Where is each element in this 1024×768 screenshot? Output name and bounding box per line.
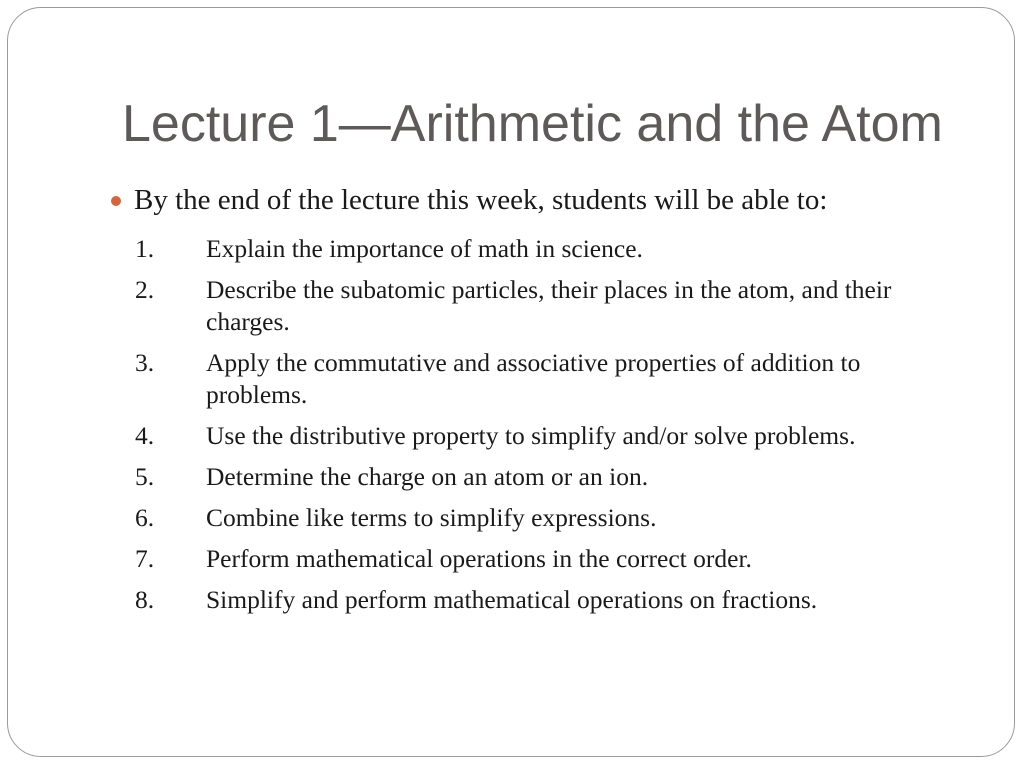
list-item-number: 5. xyxy=(135,462,155,491)
list-item-number: 2. xyxy=(135,275,155,304)
intro-text: By the end of the lecture this week, students will be able to: xyxy=(134,184,828,216)
bullet-dot-icon xyxy=(111,196,121,206)
list-item-text: Determine the charge on an atom or an ion. xyxy=(206,462,649,491)
objectives-list xyxy=(108,233,928,616)
slide-frame xyxy=(7,7,1015,757)
list-item-text: Explain the importance of math in science. xyxy=(206,234,643,263)
list-item xyxy=(108,502,928,534)
list-item-number: 6. xyxy=(135,503,155,532)
slide-body xyxy=(108,183,928,625)
list-item xyxy=(108,461,928,493)
slide-title: Lecture 1—Arithmetic and the Atom xyxy=(122,95,943,153)
list-item-number: 1. xyxy=(135,234,155,263)
list-item-text: Use the distributive property to simplify and/or solve problems. xyxy=(206,421,856,450)
intro-bullet xyxy=(108,183,928,217)
list-item-number: 4. xyxy=(135,421,155,450)
list-item xyxy=(108,347,928,411)
list-item-text: Simplify and perform mathematical operations on fractions. xyxy=(206,585,818,614)
list-item-text: Apply the commutative and associative properties of addition to problems. xyxy=(206,348,861,409)
list-item xyxy=(108,420,928,452)
list-item xyxy=(108,274,928,338)
list-item-number: 8. xyxy=(135,585,155,614)
list-item-text: Perform mathematical operations in the correct order. xyxy=(206,544,752,573)
list-item xyxy=(108,584,928,616)
list-item xyxy=(108,233,928,265)
list-item-number: 7. xyxy=(135,544,155,573)
list-item xyxy=(108,543,928,575)
list-item-number: 3. xyxy=(135,348,155,377)
list-item-text: Combine like terms to simplify expressions. xyxy=(206,503,657,532)
list-item-text: Describe the subatomic particles, their places in the atom, and their charges. xyxy=(206,275,892,336)
